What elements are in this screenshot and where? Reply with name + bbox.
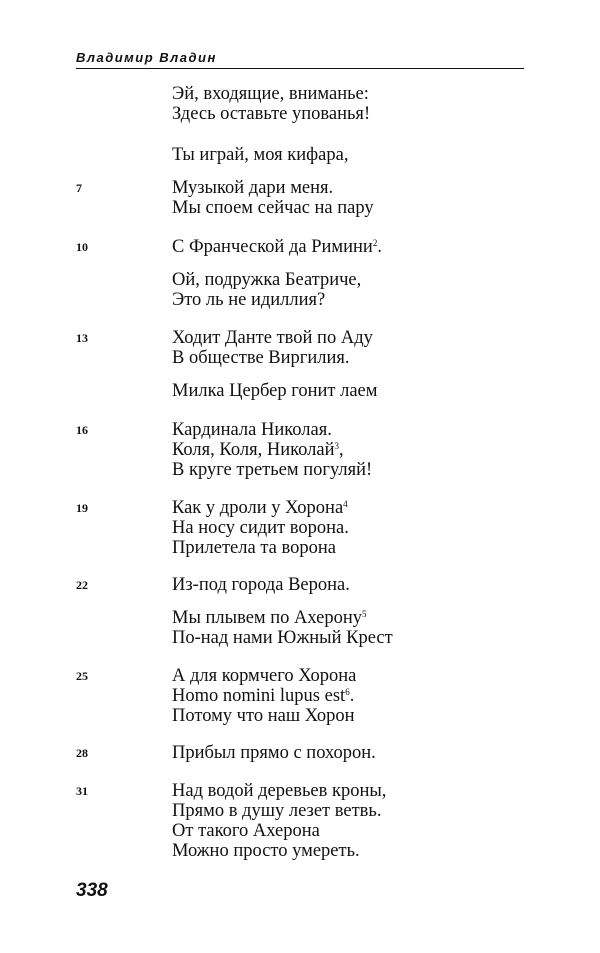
- footnote-marker: 5: [362, 609, 367, 619]
- line-number: 7: [76, 181, 82, 195]
- line-number: 16: [76, 423, 88, 437]
- poem-line: Прилетела та ворона: [172, 538, 336, 558]
- poem-line: В обществе Виргилия.: [172, 348, 350, 368]
- poem-line: Мы споем сейчас на пару: [172, 198, 374, 218]
- poem-line: В круге третьем погуляй!: [172, 460, 373, 480]
- poem-line: Можно просто умереть.: [172, 841, 360, 861]
- line-number: 31: [76, 784, 88, 798]
- poem-line: Ой, подружка Беатриче,: [172, 270, 362, 290]
- footnote-marker: 2: [372, 238, 378, 248]
- poem-line: Здесь оставьте упованья!: [172, 104, 371, 124]
- header-rule: [76, 68, 524, 69]
- page-number: 338: [76, 880, 108, 901]
- line-number: 10: [76, 240, 88, 254]
- running-head-author: Владимир Владин: [76, 50, 217, 65]
- poem-line: Ходит Данте твой по Аду: [172, 328, 373, 348]
- poem-line: Потому что наш Хорон: [172, 706, 355, 726]
- poem-line: А для кормчего Хорона: [172, 666, 357, 686]
- poem-line: Милка Цербер гонит лаем: [172, 381, 378, 401]
- poem-line: Мы плывем по Ахерону$^5$: [172, 608, 367, 628]
- poem-line: Над водой деревьев кроны,: [172, 781, 387, 801]
- poem-line: Homo nomini lupus est$^6$.: [172, 686, 355, 706]
- footnote-marker: 6: [345, 687, 350, 697]
- poem-line: От такого Ахерона: [172, 821, 320, 841]
- poem-line: С Франческой да Римини$^2$.: [172, 237, 382, 257]
- poem-line: Прибыл прямо с похорон.: [172, 743, 376, 763]
- poem-line: Из-под города Верона.: [172, 575, 350, 595]
- poem-line: На носу сидит ворона.: [172, 518, 349, 538]
- line-number: 25: [76, 669, 88, 683]
- line-number: 13: [76, 331, 88, 345]
- poem-line: Коля, Коля, Николай$^3$,: [172, 440, 344, 460]
- line-number: 28: [76, 746, 88, 760]
- poem-line: Как у дроли у Хорона$^4$: [172, 498, 348, 518]
- poem-line: Это ль не идиллия?: [172, 290, 326, 310]
- footnote-marker: 4: [343, 499, 348, 509]
- poem-line: По-над нами Южный Крест: [172, 628, 393, 648]
- poem-line: Прямо в душу лезет ветвь.: [172, 801, 382, 821]
- line-number: 22: [76, 578, 88, 592]
- line-number: 19: [76, 501, 88, 515]
- poem-line: Музыкой дари меня.: [172, 178, 334, 198]
- footnote-marker: 3: [334, 441, 339, 451]
- poem-line: Эй, входящие, вниманье:: [172, 84, 369, 104]
- poem-line: Ты играй, моя кифара,: [172, 145, 349, 165]
- poem-line: Кардинала Николая.: [172, 420, 332, 440]
